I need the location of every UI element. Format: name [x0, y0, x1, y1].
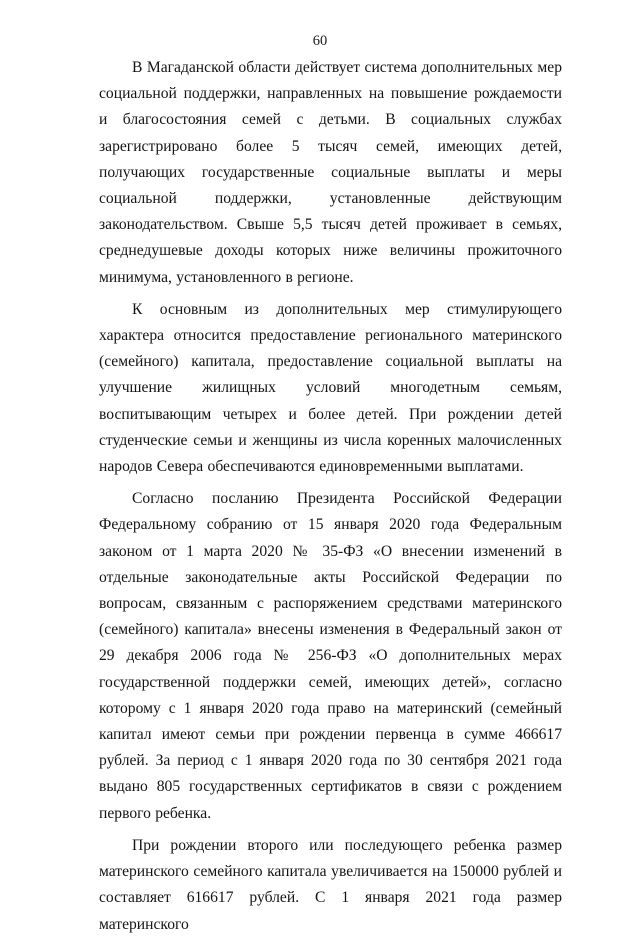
- paragraph-second-child-capital: При рождении второго или последующего ребенка размер материнского семейного капитала увеличивается на 150000 рублей и составляет 616617 рублей. С 1 января 2021 года размер материнского: [99, 836, 562, 933]
- paragraph-social-support: В Магаданской области действует система дополнительных мер социальной поддержки, направленных на повышение рождаемости и благосостояния семей с детьми. В социальных службах зарегистрировано более 5 тысяч семей, имеющих детей, получающих государственные социальные выплаты и меры социальной поддержки, установленные действующим законодательством. Свыше 5,5 тысяч детей проживает в семьях, среднедушевые доходы которых ниже величины прожиточного минимума, установленного в регионе.: [99, 59, 562, 286]
- page-number: 60: [312, 33, 328, 49]
- document-body: [99, 55, 562, 944]
- paragraph-stimulating-measures: К основным из дополнительных мер стимулирующего характера относится предоставление регионального материнского (семейного) капитала, предоставление социальной выплаты на улучшение жилищных условий многодетным семьям, воспитывающим четырех и более детей. При рождении детей студенческие семьи и женщины из числа коренных малочисленных народов Севера обеспечиваются единовременными выплатами.: [99, 300, 562, 476]
- paragraph-maternity-capital-law: Согласно посланию Президента Российской Федерации Федеральному собранию от 15 января 2020 года Федеральным законом от 1 марта 2020 № 35-ФЗ «О внесении изменений в отдельные законодательные акты Российской Федерации по вопросам, связанным с распоряжением средствами материнского (семейного) капитала» внесены изменения в Федеральный закон от 29 декабря 2006 года № 256-ФЗ «О дополнительных мерах государственной поддержки семей, имеющих детей», согласно которому с 1 января 2020 года право на материнский (семейный капитал имеют семьи при рождении первенца в сумме 466617 рублей. За период с 1 января 2020 года по 30 сентября 2021 года выдано 805 государственных сертификатов в связи с рождением первого ребенка.: [99, 490, 562, 822]
